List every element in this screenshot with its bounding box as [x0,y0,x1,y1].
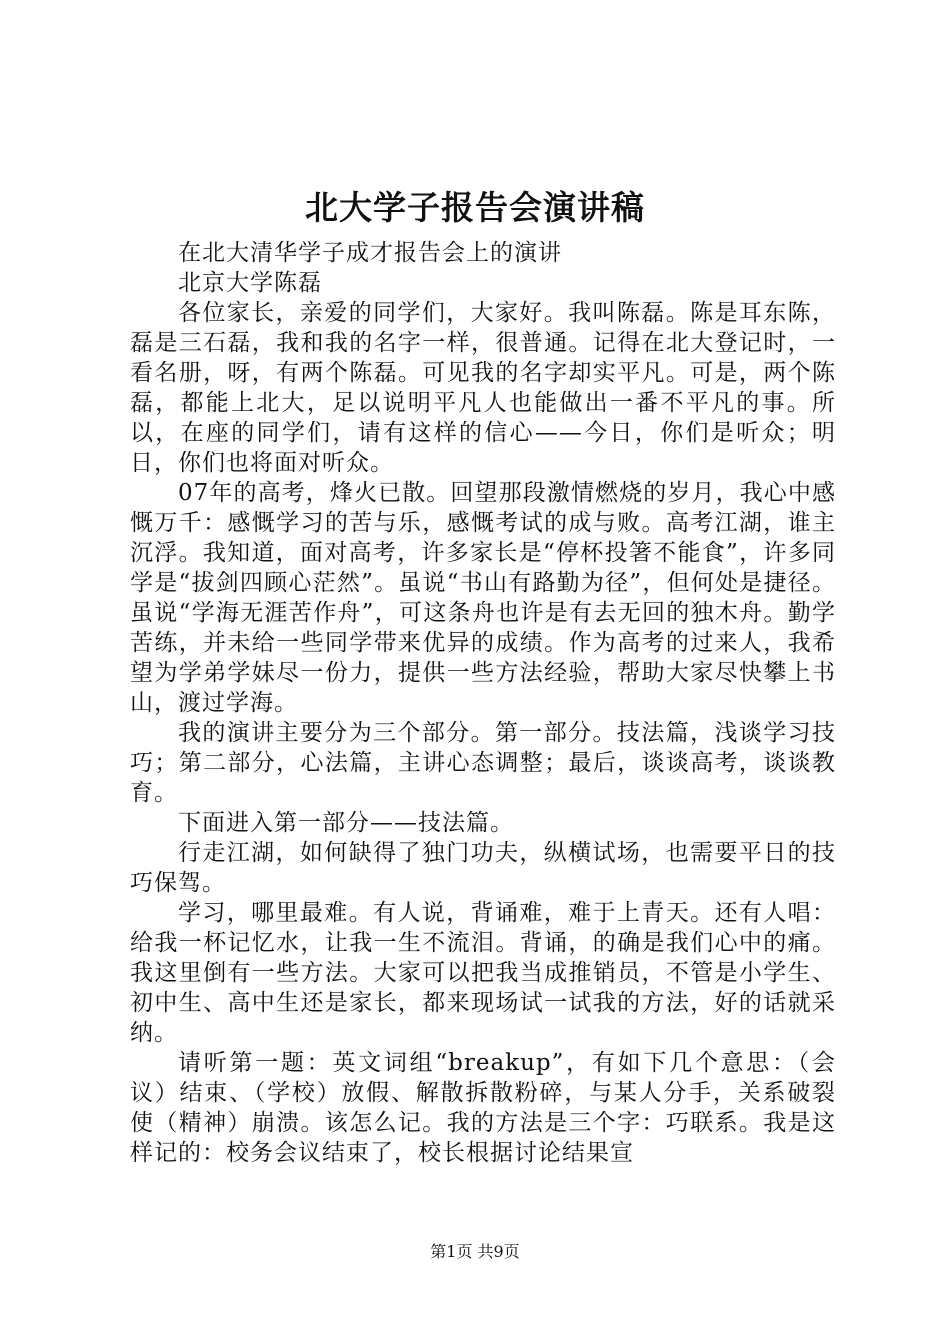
author-paragraph: 北京大学陈磊 [178,270,322,296]
document-title: 北大学子报告会演讲稿 [305,188,645,227]
body-paragraph: 各位家长，亲爱的同学们，大家好。我叫陈磊。陈是耳东陈，磊是三石磊，我和我的名字一样，很普通。记得在北大登记时，一看名册，呀，有两个陈磊。可见我的名字却实平凡。可是，两个陈磊，都能上北大，足以说明平凡人也能做出一番不平凡的事。所以，在座的同学们，请有这样的信心——今日，你们是听众；明日，你们也将面对听众。 [130,300,836,476]
body-paragraph: 学习，哪里最难。有人说，背诵难，难于上青天。还有人唱：给我一杯记忆水，让我一生不流泪。背诵，的确是我们心中的痛。我这里倒有一些方法。大家可以把我当成推销员，不管是小学生、初中生、高中生还是家长，都来现场试一试我的方法，好的话就采纳。 [130,900,836,1046]
body-paragraph: 我的演讲主要分为三个部分。第一部分。技法篇，浅谈学习技巧；第二部分，心法篇，主讲心态调整；最后，谈谈高考，谈谈教育。 [130,720,836,806]
body-paragraph: 请听第一题：英文词组“breakup”，有如下几个意思：（会议）结束、（学校）放假、解散拆散粉碎，与某人分手，关系破裂使（精神）崩溃。该怎么记。我的方法是三个字：巧联系。我是这样记的：校务会议结束了，校长根据讨论结果宣 [130,1050,836,1166]
subtitle-paragraph: 在北大清华学子成才报告会上的演讲 [178,240,562,266]
body-paragraph: 行走江湖，如何缺得了独门功夫，纵横试场，也需要平日的技巧保驾。 [130,840,836,896]
body-paragraph: 07年的高考，烽火已散。回望那段激情燃烧的岁月，我心中感慨万千：感慨学习的苦与乐，感慨考试的成与败。高考江湖，谁主沉浮。我知道，面对高考，许多家长是“停杯投箸不能食”，许多同学是“拔剑四顾心茫然”。虽说“书山有路勤为径”，但何处是捷径。虽说“学海无涯苦作舟”，可这条舟也许是有去无回的独木舟。勤学苦练，并未给一些同学带来优异的成绩。作为高考的过来人，我希望为学弟学妹尽一份力，提供一些方法经验，帮助大家尽快攀上书山，渡过学海。 [130,480,836,716]
page-footer: 第1页 共9页 [430,1242,520,1261]
document-body [130,238,836,1168]
body-paragraph: 下面进入第一部分——技法篇。 [178,810,514,836]
